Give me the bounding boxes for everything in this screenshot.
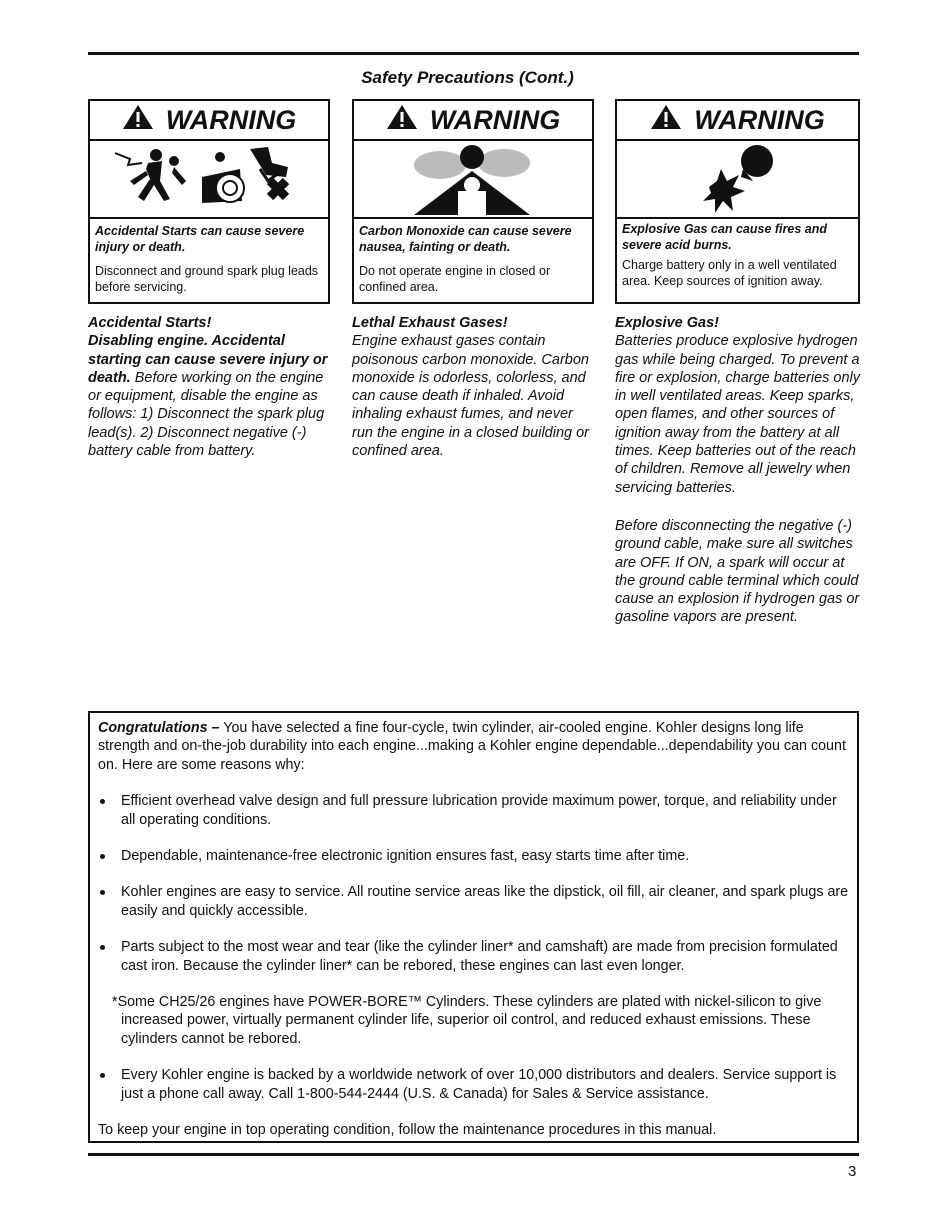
bullet-icon <box>100 1073 105 1078</box>
footnote: *Some CH25/26 engines have POWER-BORE™ Cylinders. These cylinders are plated with nickel-silicon to give increased power, virtually permanent cylinder life, superior oil control, and reduced exhaust emissions. These cylinders cannot be rebored. <box>112 994 822 1047</box>
warning-bold-text: Accidental Starts can cause severe injury or death. <box>95 224 305 254</box>
warning-body-text: Disconnect and ground spark plug leads before servicing. <box>95 264 319 294</box>
electric-shock-rotating-parts-icon <box>90 141 328 219</box>
bullet-icon <box>100 799 105 804</box>
warning-box-accidental-starts <box>88 99 330 304</box>
column-text: Disabling engine. Accidental starting can cause severe injury or death. Before working on the engine or equipment, disable the engine as follows: 1) Disconnect the spark plug lead(s). 2) Disconnect negative (-) battery cable from battery. <box>88 333 328 460</box>
column-heading: Lethal Exhaust Gases! <box>352 315 508 331</box>
column-accidental-starts <box>88 314 338 460</box>
congrats-intro: Congratulations – You have selected a fine four-cycle, twin cylinder, air-cooled engine. Kohler designs long life strength and on-the-job durability into each engine...making a Kohler engine dependable...dependability you can count on. Here are some reasons why: <box>98 720 846 773</box>
top-rule <box>88 52 859 55</box>
explosion-icon <box>617 141 858 219</box>
warning-bold-text: Explosive Gas can cause fires and severe acid burns. <box>622 222 827 252</box>
bottom-rule <box>88 1153 859 1156</box>
list-item: Dependable, maintenance-free electronic ignition ensures fast, easy starts time after time. <box>98 847 849 865</box>
bullet-icon <box>100 890 105 895</box>
column-heading: Accidental Starts! <box>88 315 212 331</box>
warning-box-explosive-gas <box>615 99 860 304</box>
warning-triangle-icon <box>386 104 418 137</box>
column-text: Batteries produce explosive hydrogen gas while being charged. To prevent a fire or explosion, charge batteries only in well ventilated areas. Keep sparks, open flames, and other sources of ignition away from the battery at all times. Keep batteries out of the reach of children. Remove all jewelry when servicing batteries. <box>615 333 861 496</box>
column-lethal-exhaust <box>352 314 597 460</box>
congrats-closing: To keep your engine in top operating condition, follow the maintenance procedures in this manual. <box>98 1122 717 1139</box>
warning-bold-text: Carbon Monoxide can cause severe nausea, fainting or death. <box>359 224 572 254</box>
warning-header: WARNING <box>354 101 592 141</box>
bullet-icon <box>100 945 105 950</box>
column-heading: Explosive Gas! <box>615 315 719 331</box>
column-text: Engine exhaust gases contain poisonous carbon monoxide. Carbon monoxide is odorless, colorless, and can cause death if inhaled. Avoid inhaling exhaust fumes, and never run the engine in a closed building or confined area. <box>352 333 589 460</box>
toxic-fumes-icon <box>354 141 592 219</box>
warning-body-text: Charge battery only in a well ventilated area. Keep sources of ignition away. <box>622 258 837 288</box>
warning-header: WARNING <box>617 101 858 141</box>
column-explosive-gas <box>615 314 863 627</box>
list-item: Kohler engines are easy to service. All routine service areas like the dipstick, oil fill, air cleaner, and spark plugs are easily and quickly accessible. <box>98 883 849 920</box>
reasons-list <box>98 792 849 1103</box>
column-text-2: Before disconnecting the negative (-) ground cable, make sure all switches are OFF. If ON, a spark will occur at the ground cable terminal which could cause an explosion if hydrogen gas or gasoline vapors are present. <box>615 517 860 626</box>
list-item: Parts subject to the most wear and tear (like the cylinder liner* and camshaft) are made from precision formulated cast iron. Because the cylinder liner* can be rebored, these engines can last even longer. <box>98 938 849 975</box>
warning-body-text: Do not operate engine in closed or confined area. <box>359 264 551 294</box>
page-title: Safety Precautions (Cont.) <box>361 68 574 87</box>
congratulations-box <box>88 711 859 1143</box>
warning-box-carbon-monoxide <box>352 99 594 304</box>
list-item: Efficient overhead valve design and full pressure lubrication provide maximum power, torque, and reliability under all operating conditions. <box>98 792 849 829</box>
page-number: 3 <box>848 1163 857 1180</box>
warning-header: WARNING <box>90 101 328 141</box>
bullet-icon <box>100 854 105 859</box>
list-item: Every Kohler engine is backed by a worldwide network of over 10,000 distributors and dealers. Service support is just a phone call away. Call 1-800-544-2444 (U.S. & Canada) for Sales & Service assistance. <box>98 1066 849 1103</box>
warning-triangle-icon <box>122 104 154 137</box>
warning-triangle-icon <box>650 104 682 137</box>
